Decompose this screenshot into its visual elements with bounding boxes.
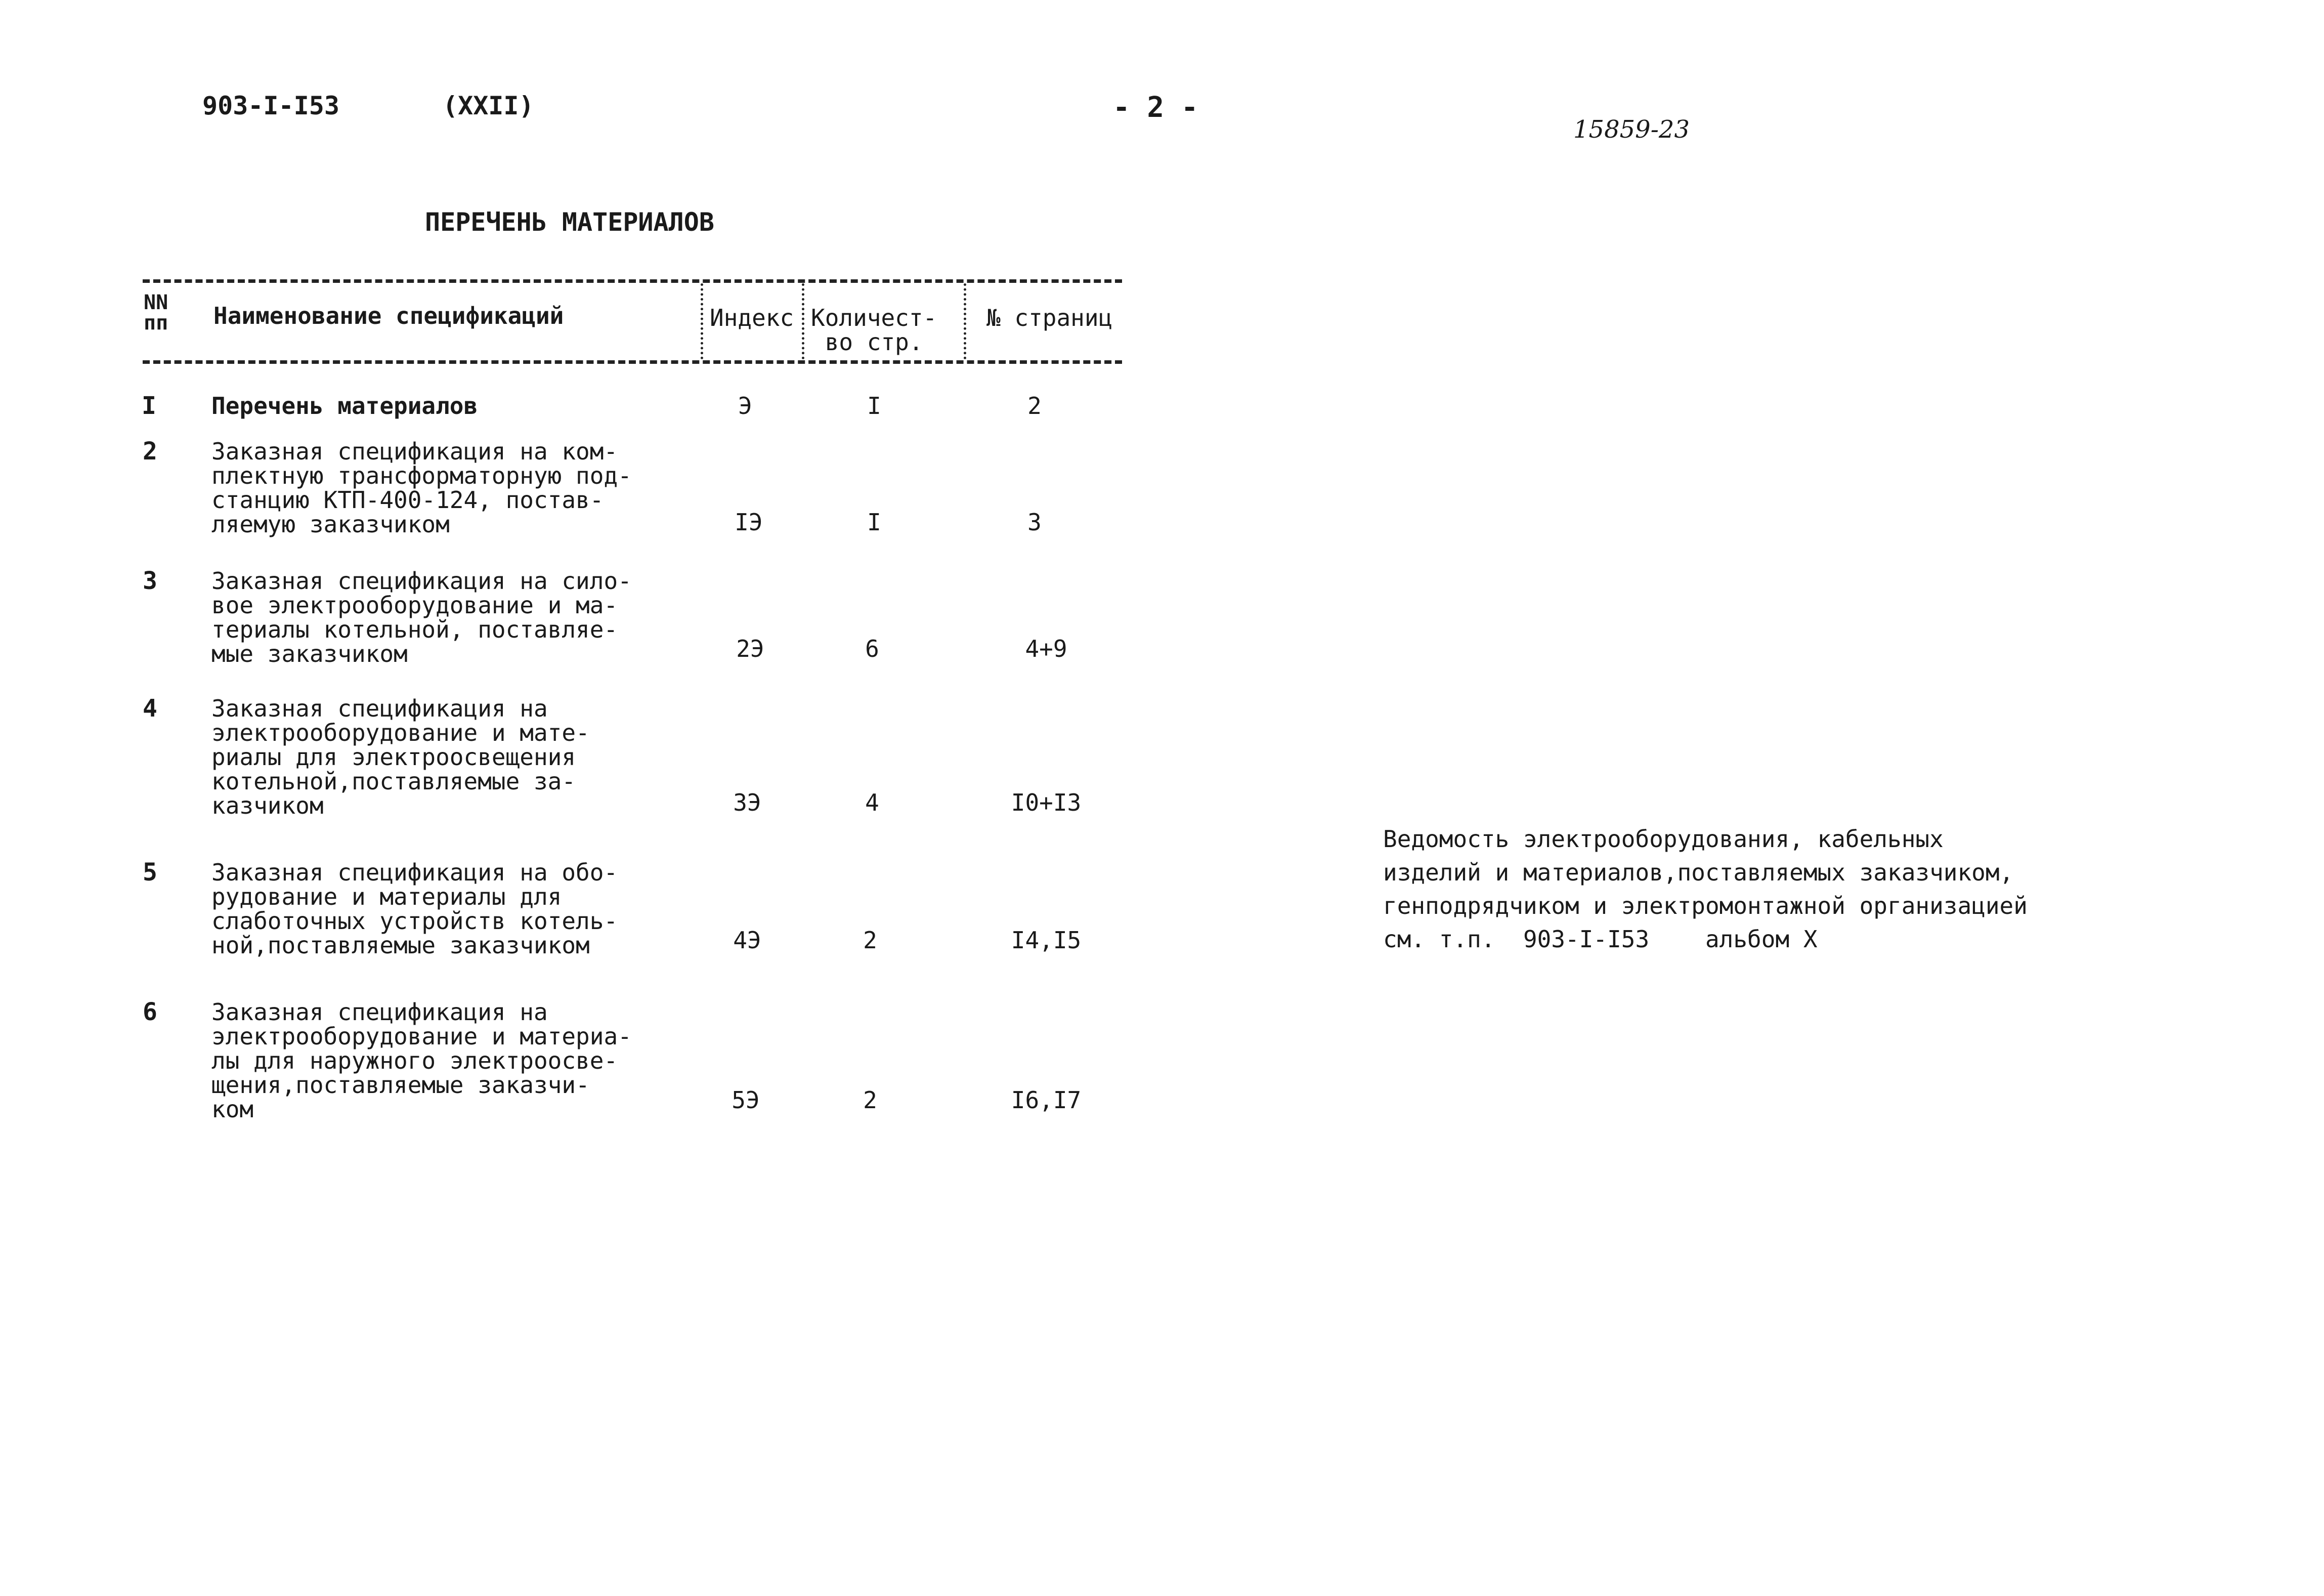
row-number: 5 bbox=[143, 858, 157, 887]
row-index: Э bbox=[738, 392, 752, 419]
row-pages: 3 bbox=[1027, 509, 1042, 536]
column-header-index: Индекс bbox=[710, 304, 794, 331]
row-quantity: 2 bbox=[863, 1086, 877, 1114]
document-part: (XXII) bbox=[443, 91, 534, 120]
document-code: 903-I-I53 bbox=[202, 91, 339, 120]
row-name: Заказная спецификация на обо- рудование и материалы для слаботочных устройств котель- ной,поставляемые заказчиком bbox=[211, 859, 618, 959]
row-quantity: 6 bbox=[865, 635, 879, 662]
row-name: Заказная спецификация на электрооборудование и мате- риалы для электроосвещения котельной,поставляемые за- казчиком bbox=[211, 695, 590, 819]
row-index: 2Э bbox=[736, 635, 764, 662]
row-pages: 2 bbox=[1027, 392, 1042, 419]
row-pages: I6,I7 bbox=[1011, 1086, 1082, 1114]
reference-note: Ведомость электрооборудования, кабельных изделий и материалов,поставляемых заказчиком, генподрядчиком и электромонтажной организацией см. т.п. 903-I-I53 альбом X bbox=[1383, 825, 2028, 953]
row-index: IЭ bbox=[735, 509, 763, 536]
row-quantity: 2 bbox=[863, 927, 877, 954]
column-header-pages: № страниц bbox=[986, 304, 1113, 331]
row-quantity: I bbox=[867, 509, 881, 536]
row-name: Заказная спецификация на электрооборудование и материа- лы для наружного электроосве- щения,поставляемые заказчи- ком bbox=[211, 998, 632, 1123]
table-top-rule bbox=[143, 279, 1122, 283]
row-name: Заказная спецификация на ком- плектную трансформаторную под- станцию КТП-400-124, постав- ляемую заказчиком bbox=[211, 438, 632, 538]
column-separator bbox=[802, 283, 804, 359]
table-header-rule bbox=[143, 360, 1122, 364]
page-number: - 2 - bbox=[1113, 91, 1198, 124]
column-header-name: Наименование спецификаций bbox=[213, 302, 564, 329]
column-separator bbox=[964, 283, 966, 359]
row-index: 3Э bbox=[733, 789, 761, 816]
row-name: Заказная спецификация на сило- вое электрооборудование и ма- териалы котельной, поставляе- мые заказчиком bbox=[211, 567, 632, 667]
row-pages: 4+9 bbox=[1025, 635, 1067, 662]
column-separator bbox=[701, 283, 703, 359]
page-title: ПЕРЕЧЕНЬ МАТЕРИАЛОВ bbox=[425, 207, 714, 237]
row-number: 6 bbox=[143, 998, 157, 1026]
row-number: 4 bbox=[143, 694, 157, 723]
row-pages: I4,I5 bbox=[1011, 927, 1082, 954]
row-quantity: 4 bbox=[865, 789, 879, 816]
column-header-quantity: Количест- во стр. bbox=[811, 304, 937, 356]
row-quantity: I bbox=[867, 392, 881, 419]
row-pages: I0+I3 bbox=[1011, 789, 1082, 816]
row-name: Перечень материалов bbox=[211, 392, 478, 419]
row-index: 4Э bbox=[733, 927, 761, 954]
column-header-number: NN пп bbox=[144, 291, 168, 334]
row-number: 3 bbox=[143, 567, 157, 595]
document-number: 15859-23 bbox=[1573, 115, 1690, 144]
row-number: 2 bbox=[143, 437, 157, 466]
row-index: 5Э bbox=[731, 1086, 760, 1114]
row-number: I bbox=[142, 392, 156, 420]
